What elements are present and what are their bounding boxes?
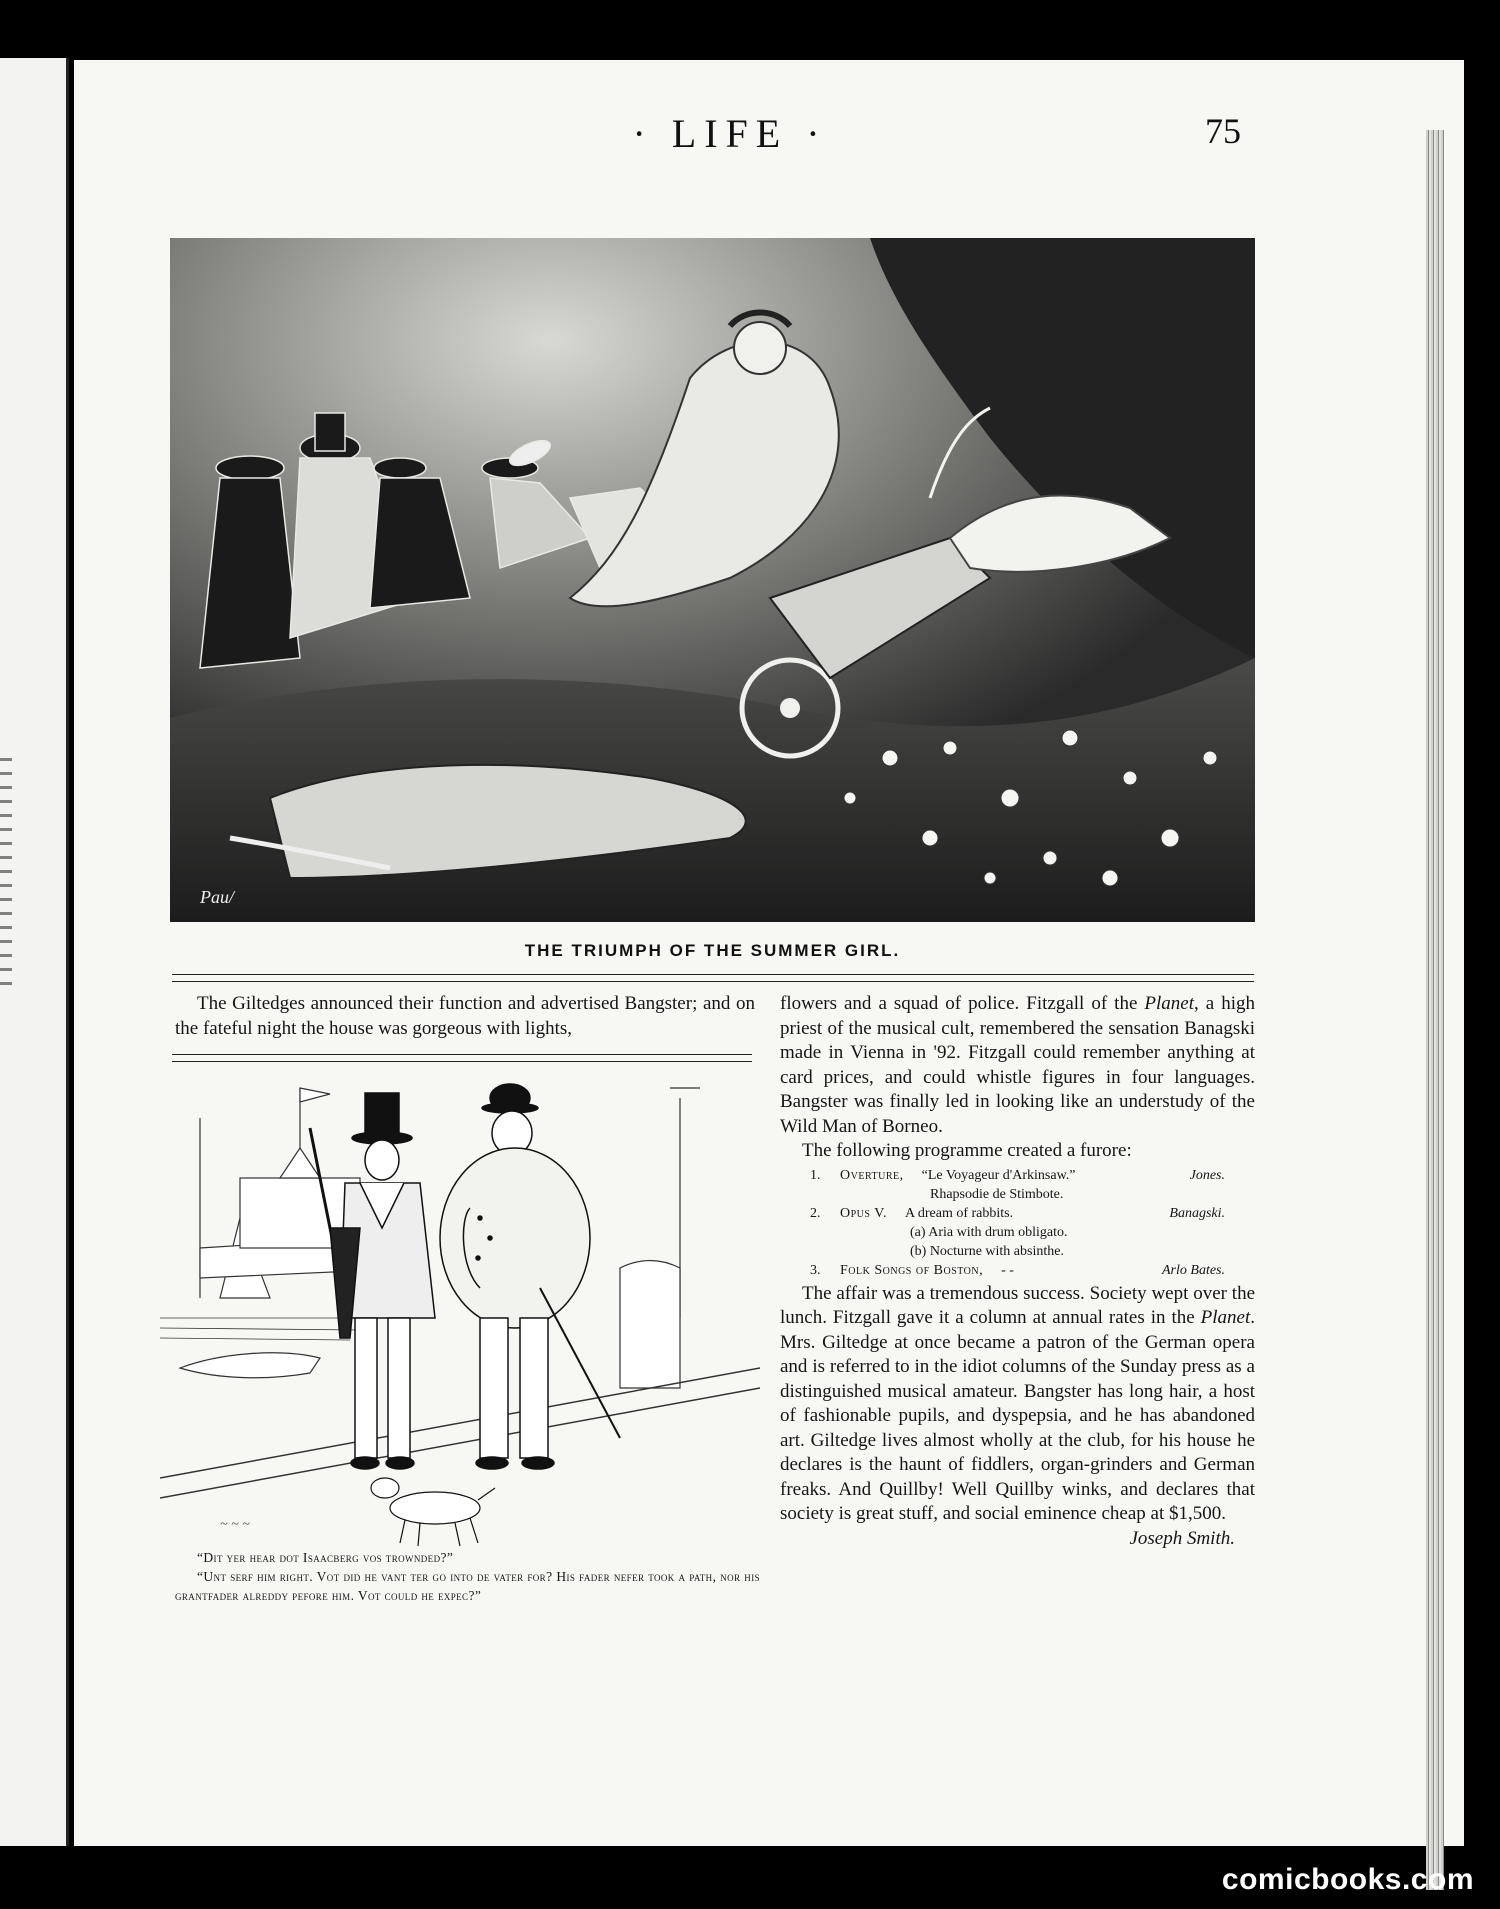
programme-author: Banagski. bbox=[1169, 1205, 1225, 1221]
article-paragraph-2 bbox=[780, 1282, 1255, 1527]
article-intro-left bbox=[175, 992, 755, 1041]
programme-author: Jones. bbox=[1189, 1167, 1225, 1183]
cartoon-artist-signature: ~ ~ ~ bbox=[220, 1517, 250, 1532]
cartoon-caption bbox=[175, 1548, 760, 1605]
article-p1-rest: , a high priest of the musical cult, remembered the sensation Banagski made in Vienna in '92. Fitzgall could remember anything at card prices, and could whistle figures in four languages. Bangster was finally led in looking like an understudy of the Wild Man of Borneo. bbox=[780, 993, 1256, 1137]
programme-item bbox=[780, 1166, 1255, 1185]
cartoon-caption-line-2: “Unt serf him right. Vot did he vant ter go into de vater for? His fader nefer took a path, nor his grantfader alreddy pefore him. Vot could he expec?” bbox=[175, 1569, 760, 1603]
article-right-column bbox=[780, 992, 1255, 1551]
programme-subtitle bbox=[780, 1185, 1255, 1204]
harbor-cartoon-drawing bbox=[160, 1068, 760, 1548]
watermark: comicbooks.com bbox=[1221, 1863, 1474, 1896]
page-stack-edge bbox=[1426, 130, 1444, 1890]
cartoon-caption-line-1: “Dit yer hear dot Isaacberg vos trownded?” bbox=[197, 1550, 454, 1565]
programme-description: Rhapsodie de Stimbote. bbox=[930, 1186, 1064, 1202]
main-illustration-caption: THE TRIUMPH OF THE SUMMER GIRL. bbox=[524, 941, 901, 960]
planet-newspaper-name: Planet bbox=[1200, 1307, 1251, 1328]
caption-divider bbox=[172, 974, 1254, 982]
programme-subitem bbox=[780, 1223, 1255, 1242]
previous-page-edge bbox=[0, 58, 69, 1846]
article-paragraph-1 bbox=[780, 992, 1255, 1139]
programme-number: 3. bbox=[810, 1262, 821, 1278]
page-title: · LIFE · bbox=[632, 111, 828, 156]
summer-girl-engraving bbox=[170, 238, 1255, 922]
article-p2-rest: . Mrs. Giltedge at once became a patron of the German opera and is referred to in the idiot columns of the Sunday press as a distinguished musical amateur. Bangster has long hair, a host of fashionable pupils, and dyspepsia, and he has abandoned art. Giltedge lives almost wholly at the club, for his house he declares is the haunt of fiddlers, organ-grinders and German freaks. And Quillby! Well Quillby winks, and declares that society is great stuff, and social eminence cheap at $1,500. bbox=[780, 1307, 1255, 1524]
article-p1-start: flowers and a squad of police. Fitzgall of the bbox=[780, 993, 1145, 1014]
programme-number: 2. bbox=[810, 1205, 821, 1221]
previous-page-marks bbox=[0, 758, 12, 988]
programme-item bbox=[780, 1261, 1255, 1280]
cartoon-divider bbox=[172, 1054, 752, 1062]
planet-newspaper-name: Planet bbox=[1144, 993, 1195, 1014]
programme-description: (a) Aria with drum obligato. bbox=[910, 1224, 1068, 1240]
programme-title: Folk Songs of Boston, bbox=[840, 1262, 984, 1278]
programme-intro: The following programme created a furore: bbox=[802, 1140, 1132, 1161]
programme-author: Arlo Bates. bbox=[1162, 1262, 1225, 1278]
programme-number: 1. bbox=[810, 1167, 821, 1183]
programme-description: A dream of rabbits. bbox=[905, 1205, 1014, 1221]
programme-title: Overture, bbox=[840, 1167, 904, 1183]
artist-signature: Pau/ bbox=[200, 887, 234, 907]
programme-description: “Le Voyageur d'Arkinsaw.” bbox=[921, 1167, 1076, 1183]
programme-list bbox=[780, 1166, 1255, 1280]
programme-description: - - bbox=[1001, 1262, 1014, 1278]
cartoon-illustration bbox=[160, 1068, 760, 1548]
programme-item bbox=[780, 1204, 1255, 1223]
article-intro-text: The Giltedges announced their function and advertised Bangster; and on the fateful night the house was gorgeous with lights, bbox=[175, 993, 755, 1039]
programme-description: (b) Nocturne with absinthe. bbox=[910, 1243, 1064, 1259]
main-illustration bbox=[170, 238, 1255, 922]
article-p2-start: The affair was a tremendous success. Society wept over the lunch. Fitzgall gave it a column at annual rates in the bbox=[780, 1282, 1255, 1328]
page-number: 75 bbox=[1205, 111, 1241, 151]
programme-subitem bbox=[780, 1242, 1255, 1261]
author-signature: Joseph Smith. bbox=[1129, 1527, 1235, 1549]
programme-title: Opus V. bbox=[840, 1205, 888, 1221]
